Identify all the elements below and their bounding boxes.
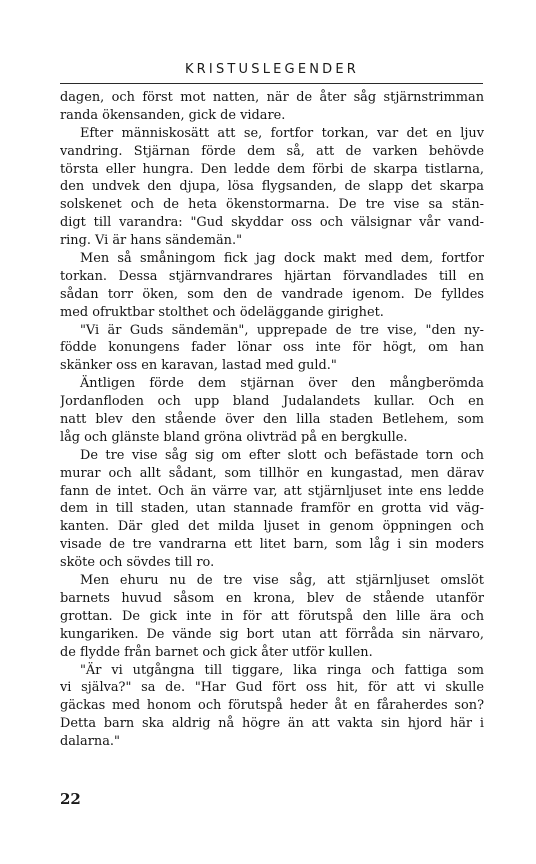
text-line: vandring. Stjärnan förde dem så, att de varken behövde <box>60 143 484 159</box>
text-line: sådan torr öken, som den de vandrade igenom. De fylldes <box>60 286 484 302</box>
text-line: torkan. Dessa stjärnvandrares hjärtan förvandlades till en <box>60 268 484 284</box>
text-line: randa ökensanden, gick de vidare. <box>60 107 286 123</box>
text-line: ring. Vi är hans sändemän." <box>60 233 243 249</box>
text-line: dagen, och först mot natten, när de åter såg stjärnstrimman <box>60 90 484 105</box>
text-line: vi själva?" sa de. "Har Gud fört oss hit, för att vi skulle <box>60 680 484 696</box>
page-number: 22 <box>60 790 81 808</box>
running-head: KRISTUSLEGENDER <box>184 62 360 77</box>
text-line: den undvek den djupa, lösa flygsanden, de slapp det skarpa <box>60 179 484 195</box>
body-text <box>60 89 484 751</box>
text-line: natt blev den stående över den lilla staden Betlehem, som <box>60 412 484 428</box>
text-line: De tre vise såg sig om efter slott och befästade torn och <box>80 447 484 463</box>
text-line: skänker oss en karavan, lastad med guld." <box>60 358 337 374</box>
text-line: sköte och sövdes till ro. <box>60 555 215 571</box>
text-line: Efter människosätt att se, fortfor torkan, var det en ljuv <box>80 125 484 141</box>
text-line: visade de tre vandrarna ett litet barn, som låg i sin moders <box>60 537 484 553</box>
text-line: med ofruktbar stolthet och ödeläggande girighet. <box>60 304 384 320</box>
text-line: Detta barn ska aldrig nå högre än att vakta sin hjord här i <box>60 716 484 732</box>
text-line: dalarna." <box>60 734 120 750</box>
text-line: törsta eller hungra. Den ledde dem förbi de skarpa tistlarna, <box>60 161 484 177</box>
text-line: Men ehuru nu de tre vise såg, att stjärnljuset omslöt <box>80 573 484 589</box>
text-line: "Är vi utgångna till tiggare, lika ringa och fattiga som <box>80 662 484 678</box>
text-line: grottan. De gick inte in för att förutspå den lille ära och <box>60 608 484 624</box>
text-line: Äntligen förde dem stjärnan över den mångberömda <box>80 376 484 392</box>
text-line: låg och glänste bland gröna olivträd på en bergkulle. <box>60 429 408 445</box>
text-line: kanten. Där gled det milda ljuset in genom öppningen och <box>60 519 484 535</box>
text-line: digt till varandra: "Gud skyddar oss och välsignar vår vand- <box>60 215 484 231</box>
text-line: fann de intet. Och än värre var, att stjärnljuset inte ens ledde <box>60 483 484 499</box>
text-line: solskenet och de heta ökenstormarna. De tre vise sa stän- <box>60 197 484 213</box>
text-line: barnets huvud såsom en krona, blev de stående utanför <box>60 590 484 606</box>
header-rule <box>60 83 483 84</box>
text-line: de flydde från barnet och gick åter utför kullen. <box>60 644 373 660</box>
text-line: Men så småningom fick jag dock makt med dem, fortfor <box>80 251 484 267</box>
text-line: kungariken. De vände sig bort utan att förråda sin närvaro, <box>60 626 484 642</box>
text-line: Jordanfloden och upp bland Judalandets kullar. Och en <box>60 394 484 410</box>
text-line: födde konungens fader lönar oss inte för högt, om han <box>60 340 484 356</box>
text-line: dem in till staden, utan stannade framför en grotta vid väg- <box>60 501 484 517</box>
text-line: "Vi är Guds sändemän", upprepade de tre vise, "den ny- <box>80 322 484 338</box>
text-line: murar och allt sådant, som tillhör en kungastad, men därav <box>60 465 484 481</box>
text-line: gäckas med honom och förutspå heder åt en fåraherdes son? <box>60 698 484 714</box>
